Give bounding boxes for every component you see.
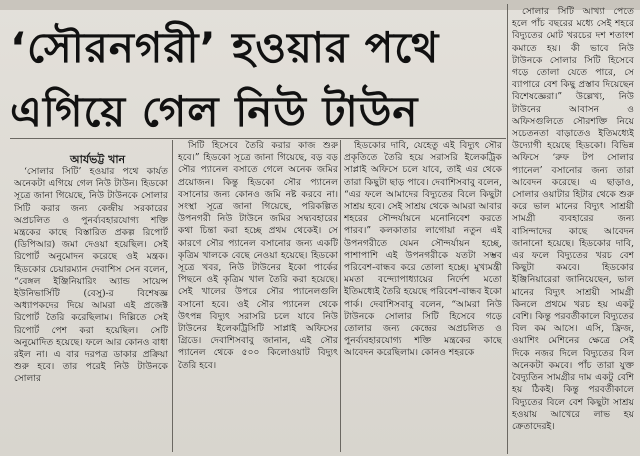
article-column-3 [344,140,502,454]
column-2-text: সিটি হিসেবে তৈরি করার কাজ শুরু হবে।” হিডকো সূত্রে জানা গিয়েছে, বড় বড় সৌর প্যানেল বসাতে গেলে অনেক জমির প্রয়োজন। কিন্তু হিডকো সৌর প্যানেল বসানোর জন্য কোনও জমি নষ্ট করবে না। সংস্থা সূত্রে জানা গিয়েছে, পরিকল্পিত উপনগরী নিউ টাউনে জমির সদ্ব্যবহারের কথা চিন্তা করা হচ্ছে প্রথম থেকেই। সে কারণে সৌর প্যানেল বসানোর জন্য একটি কৃত্রিম খালকে বেছে নেওয়া হয়েছে। হিডকো সূত্রে খবর, নিউ টাউনের ইকো পার্কের পিছনে ওই কৃত্রিম খাল তৈরি করা হয়েছে। সেই খালের উপরে সৌর প্যানেলগুলি বসানো হবে। ওই সৌর প্যানেল থেকে উৎপন্ন বিদ্যুৎ সরাসরি চলে যাবে নিউ টাউনের ইলেকট্রিসিটি সাপ্লাই অফিসের গ্রিডে। দেবাশিসবাবু জানান, এই সৌর প্যানেল থেকে ৫০০ কিলোওয়াট বিদ্যুৎ তৈরি হবে। [178,140,338,371]
headline-divider [10,138,506,139]
column-1-text: ‘সোলার সিটি’ হওয়ার পথে কার্যত অনেকটা এগিয়ে গেল নিউ টাউন। হিডকো সূত্রে জানা গিয়েছে, নিউ টাউনকে সোলার সিটি করার জন্য কেন্দ্রীয় সরকারের অপ্রচলিত ও পুনর্ব্যবহারযোগ্য শক্তি মন্ত্রকের কাছে বিস্তারিত প্রকল্প রিপোর্ট (ডিপিআর) জমা দেওয়া হয়েছিল। সেই রিপোর্ট অনুমোদন করেছে ওই মন্ত্রক। হিডকোর চেয়ারম্যান দেবাশিস সেন বলেন, “বেঙ্গল ইঞ্জিনিয়ারিং অ্যান্ড সায়েন্স ইউনিভার্সিটি (বেসু)-র বিশেষজ্ঞ অধ্যাপকদের দিয়ে আমরা এই প্রজেক্ট রিপোর্ট তৈরি করেছিলাম। দিল্লিতে সেই রিপোর্ট পেশ করা হয়েছিল। সেটি অনুমোদিত হয়েছে। ফলে আর কোনও বাধা রইল না। এ বার দরপত্র ডাকার প্রক্রিয়া শুরু হবে। তার পরেই নিউ টাউনকে সোলার [14,166,168,385]
column-rule-3 [507,4,508,454]
headline [10,16,505,144]
article-column-2 [178,140,338,454]
article-column-1 [14,166,168,454]
column-4-text: সোলার সিটি আখ্যা পেতে হলে পাঁচ বছরের মধ্যে সেই শহরে বিদ্যুতের মোট খরচের দশ শতাংশ কমাতে হয়। কী ভাবে নিউ টাউনকে সোলার সিটি হিসেবে গড়ে তোলা যেতে পারে, সে ব্যাপারে বেশ কিছু প্রস্তাব দিয়েছেন বিশেষজ্ঞেরা।” উল্লেখ্য, নিউ টাউনের আবাসন ও অফিসগুলিতে সৌরশক্তি নিয়ে সচেতনতা বাড়াতেও ইতিমধ্যেই উদ্যোগী হয়েছে হিডকো। বিভিন্ন অফিসে ‘রুফ টপ সোলার প্যানেল’ বসানোর জন্য তারা আবেদন করেছে। এ ছাড়াও, সোলার ওয়াটার হিটার থেকে শুরু করে ভাল মানের বিদ্যুৎ সাশ্রয়ী সামগ্রী ব্যবহারের জন্য বাসিন্দাদের কাছে আবেদন জানানো হয়েছে। হিডকোর দাবি, এর ফলে বিদ্যুতের খরচ বেশ কিছুটা কমবে। হিডকোর ইঞ্জিনিয়ারেরা জানিয়েছেন, ভাল মানের বিদ্যুৎ সাশ্রয়ী সামগ্রী কিনলে প্রথমে খরচ হয় একটু বেশি। কিন্তু পরবর্তীকালে বিদ্যুতের বিল কম আসে। এসি, ফ্রিজ, ওয়াশিং মেশিনের ক্ষেত্রে সেই দিকে নজর দিলে বিদ্যুতের বিল অনেকটা কমবে। পাঁচ তারা যুক্ত বৈদ্যুতিন সামগ্রীর দাম একটু বেশি হয় ঠিকই। কিন্তু পরবর্তীকালে বিদ্যুতের বিলে বেশ কিছুটা সাশ্রয় হওয়ায় আখেরে লাভ হয় ক্রেতাদেরই। [512,6,634,432]
article-column-4 [512,6,634,454]
column-3-text: হিডকোর দাবি, যেহেতু এই বিদ্যুৎ সৌর প্রকৃতিতে তৈরি হয়ে সরাসরি ইলেকট্রিক সাপ্লাই অফিসে চলে যাবে, তাই এর থেকে তারা কিছুটা ছাড় পাবে। দেবাশিসবাবু বলেন, “এর ফলে আমাদের বিদ্যুতের বিলে কিছুটা সাশ্রয় হবে। সেই সাশ্রয় থেকে আমরা আবার শহরের সৌন্দর্যায়নে মনোনিবেশ করতে পারব।” কলকাতার লাগোয়া নতুন এই উপনগরীতে যেমন সৌন্দর্যায়ন হচ্ছে, পাশাপাশি এই উপনগরীকে যতটা সম্ভব পরিবেশ-বান্ধব করে তোলা হচ্ছে। মুখ্যমন্ত্রী মমতা বন্দ্যোপাধ্যায়ের নির্দেশ মতো ইতিমধ্যেই তৈরি হয়েছে পরিবেশ-বান্ধব ইকো পার্ক। দেবাশিসবাবু বলেন, “আমরা নিউ টাউনকে সোলার সিটি হিসেবে গড়ে তোলার জন্য কেন্দ্রের অপ্রচলিত ও পুনর্ব্যবহারযোগ্য শক্তি মন্ত্রকের কাছে আবেদন করেছিলাম। কোনও শহরকে [344,140,502,359]
headline-line-1: ‘সৌরনগরী’ হওয়ার পথে [10,23,440,72]
column-rule-1 [172,140,173,452]
column-rule-2 [340,140,341,452]
byline: আর্যভট্ট খান [70,153,126,166]
headline-line-2: এগিয়ে গেল নিউ টাউন [10,87,419,136]
